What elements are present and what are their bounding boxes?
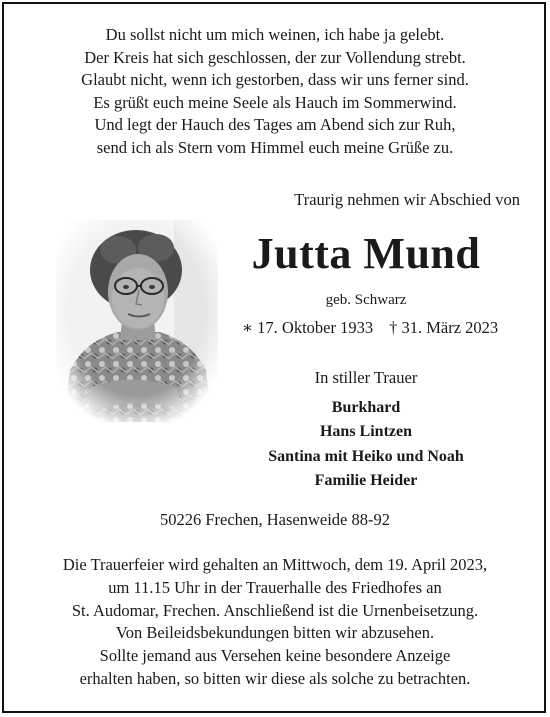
poem-line: Und legt der Hauch des Tages am Abend sich zur Ruh, <box>94 115 456 135</box>
mourner-name: Santina mit Heiko und Noah <box>268 447 464 465</box>
mourner-name: Hans Lintzen <box>319 423 412 441</box>
mourner-name: Burkhard <box>331 399 401 416</box>
birth-name: geb. Schwarz <box>325 292 407 308</box>
poem <box>0 24 550 160</box>
life-dates <box>220 318 520 338</box>
poem-line: Es grüßt euch meine Seele als Hauch im Sommerwind. <box>93 92 457 112</box>
poem-line: Der Kreis hat sich geschlossen, der zur Vollendung strebt. <box>84 47 466 67</box>
info-line: erhalten haben, so bitten wir diese als solche zu betrachten. <box>79 668 471 688</box>
info-line: St. Audomar, Frechen. Anschließend ist die Urnenbeisetzung. <box>71 600 479 620</box>
portrait-photo <box>56 220 218 422</box>
mourners-list <box>210 396 522 493</box>
info-line: Die Trauerfeier wird gehalten an Mittwoch, dem 19. April 2023, <box>62 555 488 574</box>
funeral-info <box>0 554 550 691</box>
info-line: Von Beileidsbekundungen bitten wir abzusehen. <box>115 623 435 643</box>
info-line: um 11.15 Uhr in der Trauerhalle des Friedhofes an <box>108 577 442 597</box>
poem-line: Du sollst nicht um mich weinen, ich habe ja gelebt. <box>105 25 445 44</box>
mourning-heading: In stiller Trauer <box>314 368 418 387</box>
farewell-intro: Traurig nehmen wir Abschied von <box>294 190 520 209</box>
poem-line: send ich als Stern vom Himmel euch meine Grüße zu. <box>96 137 454 157</box>
mourner-name: Familie Heider <box>314 471 418 489</box>
deceased-name: Jutta Mund <box>251 229 481 278</box>
poem-line: Glaubt nicht, wenn ich gestorben, dass wir uns ferner sind. <box>81 70 469 90</box>
birth-date: ∗ 17. Oktober 1933 <box>241 318 374 337</box>
info-line: Sollte jemand aus Versehen keine besondere Anzeige <box>99 646 451 666</box>
address: 50226 Frechen, Hasenweide 88-92 <box>159 510 391 529</box>
death-date: † 31. März 2023 <box>389 318 499 337</box>
